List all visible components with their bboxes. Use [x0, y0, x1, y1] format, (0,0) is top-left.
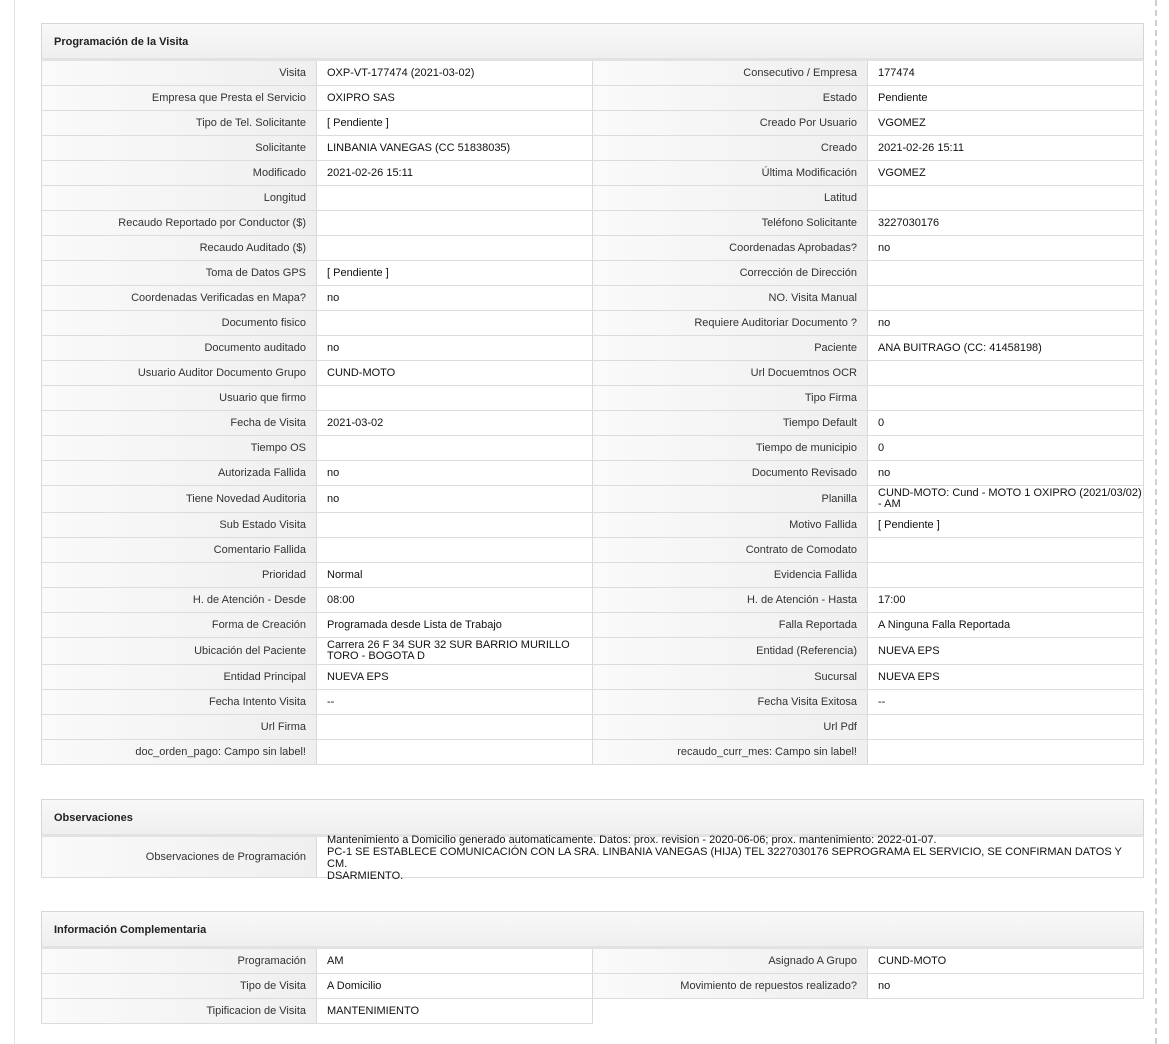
table-row	[42, 949, 1144, 974]
table-row	[42, 436, 1144, 461]
field-label: Forma de Creación	[42, 613, 317, 637]
table-row	[42, 211, 1144, 236]
observaciones-section	[41, 799, 1144, 882]
field-label: Autorizada Fallida	[42, 461, 317, 485]
field-value: 3227030176	[868, 211, 1144, 235]
field-value: CUND-MOTO	[868, 949, 1144, 973]
observaciones-value	[317, 834, 1144, 882]
field-label: Entidad Principal	[42, 665, 317, 689]
field-value: 2021-02-26 15:11	[868, 136, 1144, 160]
field-label: Prioridad	[42, 563, 317, 587]
field-label: Motivo Fallida	[593, 513, 868, 537]
field-value	[317, 538, 593, 562]
field-label: Programación	[42, 949, 317, 973]
field-label: Corrección de Dirección	[593, 261, 868, 285]
table-row	[42, 613, 1144, 638]
complementaria-last-row	[41, 999, 593, 1024]
field-value: NUEVA EPS	[317, 665, 593, 689]
field-label: Tiempo de municipio	[593, 436, 868, 460]
field-label: Url Firma	[42, 715, 317, 739]
table-row	[42, 311, 1144, 336]
table-row	[42, 513, 1144, 538]
field-label: Latitud	[593, 186, 868, 210]
field-label: Url Docuemtnos OCR	[593, 361, 868, 385]
programacion-header: Programación de la Visita	[41, 23, 1144, 61]
field-value	[868, 286, 1144, 310]
field-value: NUEVA EPS	[868, 638, 1144, 664]
field-label: Usuario Auditor Documento Grupo	[42, 361, 317, 385]
field-label: Modificado	[42, 161, 317, 185]
field-label: Última Modificación	[593, 161, 868, 185]
field-value	[868, 261, 1144, 285]
field-value: 0	[868, 411, 1144, 435]
table-row	[42, 186, 1144, 211]
programacion-section	[41, 23, 1144, 765]
field-value: 2021-03-02	[317, 411, 593, 435]
field-value	[868, 361, 1144, 385]
complementaria-table	[41, 949, 1144, 999]
table-row	[42, 690, 1144, 715]
table-row	[42, 361, 1144, 386]
table-row	[42, 715, 1144, 740]
table-row	[42, 538, 1144, 563]
field-label: Contrato de Comodato	[593, 538, 868, 562]
field-value: no	[317, 486, 593, 512]
field-value: no	[317, 286, 593, 310]
field-label: Planilla	[593, 486, 868, 512]
field-label: Sub Estado Visita	[42, 513, 317, 537]
field-label: Sucursal	[593, 665, 868, 689]
field-value: VGOMEZ	[868, 111, 1144, 135]
field-value: OXP-VT-177474 (2021-03-02)	[317, 61, 593, 85]
field-value	[868, 186, 1144, 210]
complementaria-section	[41, 911, 1144, 1024]
field-value	[317, 513, 593, 537]
field-label: Recaudo Auditado ($)	[42, 236, 317, 260]
field-value	[868, 538, 1144, 562]
field-value: [ Pendiente ]	[317, 111, 593, 135]
observaciones-label: Observaciones de Programación	[42, 837, 317, 877]
table-row	[42, 136, 1144, 161]
field-value: no	[317, 336, 593, 360]
field-label: Tipo Firma	[593, 386, 868, 410]
table-row	[42, 740, 1144, 765]
field-value: AM	[317, 949, 593, 973]
page-frame-right	[1155, 0, 1157, 1044]
field-label: Fecha Intento Visita	[42, 690, 317, 714]
field-label: Url Pdf	[593, 715, 868, 739]
field-label: Ubicación del Paciente	[42, 638, 317, 664]
field-value	[317, 715, 593, 739]
table-row	[42, 236, 1144, 261]
field-value	[868, 563, 1144, 587]
field-value	[868, 740, 1144, 764]
table-row	[42, 638, 1144, 665]
field-value	[317, 236, 593, 260]
field-value: [ Pendiente ]	[868, 513, 1144, 537]
field-label: Toma de Datos GPS	[42, 261, 317, 285]
field-label: Longitud	[42, 186, 317, 210]
field-value: 177474	[868, 61, 1144, 85]
field-value: NUEVA EPS	[868, 665, 1144, 689]
table-row	[42, 386, 1144, 411]
table-row	[42, 286, 1144, 311]
field-label: recaudo_curr_mes: Campo sin label!	[593, 740, 868, 764]
field-value: [ Pendiente ]	[317, 261, 593, 285]
field-label: Coordenadas Verificadas en Mapa?	[42, 286, 317, 310]
field-value: Normal	[317, 563, 593, 587]
observaciones-text: Mantenimiento a Domicilio generado automaticamente. Datos: prox. revision - 2020-06-06; prox. mantenimiento: 2022-01-07. PC-1 SE ESTABLECE COMUNICACIÓN CON LA SRA. LINBANIA VANEGAS (HIJA) TEL 3227030176 SEPROGRAMA EL SERVICIO, SE CONFIRMAN DATOS Y CM. DSARMIENTO.	[327, 834, 1122, 882]
table-row	[42, 665, 1144, 690]
field-value: Carrera 26 F 34 SUR 32 SUR BARRIO MURILLO TORO - BOGOTA D	[317, 638, 593, 664]
field-label: Documento Revisado	[593, 461, 868, 485]
field-label: Estado	[593, 86, 868, 110]
field-value	[317, 386, 593, 410]
field-label: Tipificacion de Visita	[42, 999, 317, 1023]
field-value: CUND-MOTO	[317, 361, 593, 385]
field-value: no	[868, 311, 1144, 335]
field-label: Empresa que Presta el Servicio	[42, 86, 317, 110]
field-value: Programada desde Lista de Trabajo	[317, 613, 593, 637]
field-label: Tiene Novedad Auditoria	[42, 486, 317, 512]
table-row	[42, 336, 1144, 361]
field-value: Pendiente	[868, 86, 1144, 110]
field-value: LINBANIA VANEGAS (CC 51838035)	[317, 136, 593, 160]
field-value: VGOMEZ	[868, 161, 1144, 185]
field-label: Asignado A Grupo	[593, 949, 868, 973]
observaciones-table	[41, 834, 1144, 882]
field-label: Visita	[42, 61, 317, 85]
field-label: Falla Reportada	[593, 613, 868, 637]
field-value: CUND-MOTO: Cund - MOTO 1 OXIPRO (2021/03/02) - AM	[868, 486, 1144, 512]
field-label: Creado Por Usuario	[593, 111, 868, 135]
field-label: Entidad (Referencia)	[593, 638, 868, 664]
field-value	[317, 740, 593, 764]
field-label: Paciente	[593, 336, 868, 360]
table-row	[42, 588, 1144, 613]
field-label: Comentario Fallida	[42, 538, 317, 562]
field-label: H. de Atención - Hasta	[593, 588, 868, 612]
field-label: Teléfono Solicitante	[593, 211, 868, 235]
field-label: Tipo de Tel. Solicitante	[42, 111, 317, 135]
field-value	[317, 186, 593, 210]
field-value: OXIPRO SAS	[317, 86, 593, 110]
page-frame-left	[14, 0, 15, 1044]
table-row	[42, 161, 1144, 186]
field-label: Recaudo Reportado por Conductor ($)	[42, 211, 317, 235]
field-value: A Ninguna Falla Reportada	[868, 613, 1144, 637]
field-value: A Domicilio	[317, 974, 593, 998]
field-value: no	[868, 461, 1144, 485]
field-label: Coordenadas Aprobadas?	[593, 236, 868, 260]
table-row	[42, 486, 1144, 513]
field-label: Usuario que firmo	[42, 386, 317, 410]
field-value	[317, 311, 593, 335]
field-label: Tipo de Visita	[42, 974, 317, 998]
field-label: Evidencia Fallida	[593, 563, 868, 587]
field-value: 08:00	[317, 588, 593, 612]
field-label: Creado	[593, 136, 868, 160]
table-row	[42, 86, 1144, 111]
field-label: Requiere Auditoriar Documento ?	[593, 311, 868, 335]
table-row	[42, 563, 1144, 588]
table-row	[42, 261, 1144, 286]
programacion-table	[41, 61, 1144, 765]
table-row	[42, 834, 1144, 882]
field-value: 17:00	[868, 588, 1144, 612]
field-label: Movimiento de repuestos realizado?	[593, 974, 868, 998]
field-label: Tiempo Default	[593, 411, 868, 435]
field-label: doc_orden_pago: Campo sin label!	[42, 740, 317, 764]
field-value	[868, 715, 1144, 739]
field-value: no	[868, 974, 1144, 998]
field-label: Consecutivo / Empresa	[593, 61, 868, 85]
complementaria-header: Información Complementaria	[41, 911, 1144, 949]
field-value: --	[868, 690, 1144, 714]
observaciones-header: Observaciones	[41, 799, 1144, 837]
table-row	[42, 111, 1144, 136]
field-value: ANA BUITRAGO (CC: 41458198)	[868, 336, 1144, 360]
table-row	[42, 61, 1144, 86]
field-label: Solicitante	[42, 136, 317, 160]
field-value: no	[317, 461, 593, 485]
field-value: MANTENIMIENTO	[317, 999, 593, 1023]
field-value	[868, 386, 1144, 410]
field-value: no	[868, 236, 1144, 260]
field-label: Fecha Visita Exitosa	[593, 690, 868, 714]
field-label: H. de Atención - Desde	[42, 588, 317, 612]
field-value: 0	[868, 436, 1144, 460]
table-row	[42, 411, 1144, 436]
field-label: Documento auditado	[42, 336, 317, 360]
field-value	[317, 211, 593, 235]
field-value: --	[317, 690, 593, 714]
field-label: Documento fisico	[42, 311, 317, 335]
field-label: NO. Visita Manual	[593, 286, 868, 310]
field-label: Tiempo OS	[42, 436, 317, 460]
field-value	[317, 436, 593, 460]
table-row	[42, 461, 1144, 486]
field-label: Fecha de Visita	[42, 411, 317, 435]
table-row	[42, 974, 1144, 999]
table-row	[42, 999, 593, 1024]
field-value: 2021-02-26 15:11	[317, 161, 593, 185]
